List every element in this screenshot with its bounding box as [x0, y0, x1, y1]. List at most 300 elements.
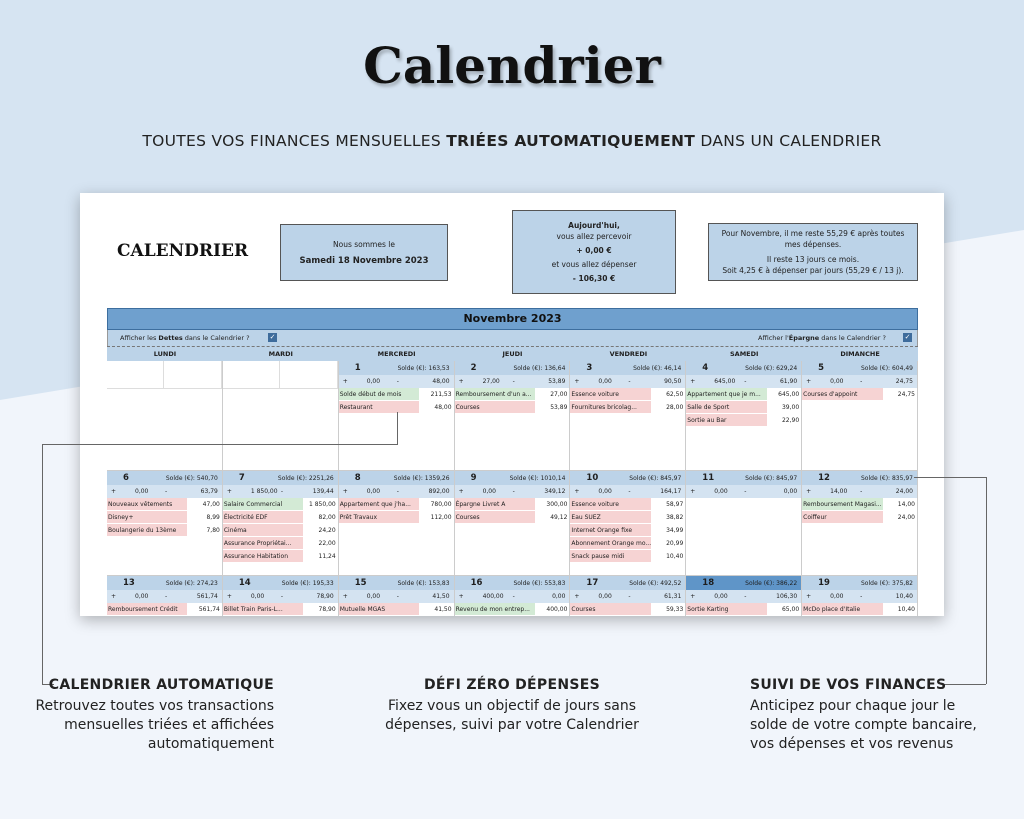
day-header — [455, 361, 570, 375]
minus-sign: - — [396, 378, 399, 385]
day-expense: 0,00 — [783, 488, 798, 495]
transaction-amount: 14,00 — [897, 501, 915, 508]
plus-sign: + — [574, 378, 580, 385]
minus-sign: - — [512, 378, 515, 385]
feature-text: Anticipez pour chaque jour le — [750, 698, 956, 714]
day-balance: Solde (€): 604,49 — [861, 365, 913, 372]
transaction-amount: 82,00 — [318, 514, 336, 521]
connector-line — [42, 444, 43, 684]
weekday-label: MERCREDI — [377, 350, 416, 358]
empty-day-cell — [223, 361, 339, 471]
plus-sign: + — [342, 378, 348, 385]
day-balance: Solde (€): 163,53 — [397, 365, 450, 372]
minus-sign: - — [860, 378, 863, 385]
transaction-amount: 41,50 — [434, 606, 452, 613]
day-income: 0,00 — [598, 488, 612, 495]
minus-sign: - — [396, 488, 399, 495]
transaction-amount: 27,00 — [550, 391, 568, 398]
day-totals — [223, 590, 338, 603]
day-header — [223, 576, 338, 590]
day-expense: 41,50 — [432, 593, 450, 600]
day-cell[interactable] — [686, 576, 802, 616]
day-cell[interactable] — [339, 471, 455, 576]
transaction-name: Essence voiture — [570, 388, 650, 401]
transaction-amount: 112,00 — [430, 514, 452, 521]
minus-sign: - — [744, 488, 747, 495]
plus-sign: + — [574, 488, 580, 495]
day-totals — [455, 375, 570, 388]
day-header — [802, 361, 917, 375]
minus-sign: - — [280, 593, 284, 600]
transaction-row — [223, 498, 338, 511]
weekday-label: JEUDI — [502, 350, 523, 358]
transaction-name: Salle de Sport — [686, 401, 766, 414]
transaction-amount: 53,89 — [550, 404, 568, 411]
day-income: 27,00 — [482, 378, 500, 385]
day-totals — [107, 590, 222, 603]
day-number: 8 — [354, 473, 361, 483]
transaction-name: Épargne Livret A — [455, 498, 535, 511]
weekday-label: DIMANCHE — [840, 350, 880, 358]
minus-sign: - — [628, 378, 631, 385]
day-number: 10 — [586, 473, 599, 483]
transaction-row — [223, 537, 338, 550]
minus-sign: - — [165, 488, 168, 495]
feature-title: SUIVI DE VOS FINANCES — [750, 677, 947, 693]
transaction-name: Remboursement Crédit — [107, 603, 187, 616]
minus-sign: - — [512, 488, 515, 495]
day-income: 0,00 — [366, 593, 381, 600]
spreadsheet-preview — [80, 193, 944, 616]
day-income: 0,00 — [135, 593, 149, 600]
day-totals — [686, 375, 801, 388]
connector-line — [42, 444, 398, 445]
transaction-amount: 78,90 — [318, 606, 336, 613]
calendar-week-1 — [107, 361, 918, 471]
transaction-row — [686, 414, 801, 427]
transaction-row — [570, 388, 685, 401]
day-expense: 24,75 — [895, 378, 913, 385]
plus-sign: + — [458, 593, 464, 600]
transaction-name: Assurance Habitation — [223, 550, 303, 563]
transaction-row — [107, 603, 222, 616]
day-expense: 61,31 — [664, 593, 682, 600]
plus-sign: + — [458, 488, 464, 495]
transaction-name: Boulangerie du 13ème — [107, 524, 187, 537]
day-header — [686, 361, 801, 375]
transaction-name: Eau SUEZ — [570, 511, 650, 524]
transaction-amount: 59,33 — [666, 606, 684, 613]
day-number: 19 — [818, 578, 830, 588]
plus-sign: + — [690, 378, 696, 385]
transaction-amount: 780,00 — [430, 501, 452, 508]
feature-text: Fixez vous un objectif de jours sans — [387, 698, 637, 714]
day-expense: 561,74 — [196, 593, 218, 600]
today-expense: - 106,30 € — [572, 274, 616, 283]
transaction-amount: 8,99 — [206, 514, 220, 521]
day-number: 14 — [238, 578, 251, 588]
day-number: 16 — [470, 578, 483, 588]
transaction-amount: 1 850,00 — [308, 501, 336, 508]
feature-auto-calendar — [24, 676, 274, 754]
plus-sign: + — [111, 593, 117, 600]
day-balance: Solde (€): 492,52 — [629, 580, 682, 587]
day-header — [339, 361, 454, 375]
day-income: 0,00 — [714, 488, 728, 495]
transaction-name: Salaire Commercial — [223, 498, 303, 511]
day-number: 15 — [354, 578, 367, 588]
day-balance: Solde (€): 835,97 — [861, 475, 913, 482]
transaction-name: Sortie au Bar — [686, 414, 766, 427]
day-cell[interactable] — [223, 471, 339, 576]
page-title: Calendrier — [363, 36, 661, 95]
transaction-row — [455, 498, 570, 511]
day-header — [686, 576, 801, 590]
day-totals — [802, 375, 917, 388]
day-income: 0,00 — [598, 593, 612, 600]
day-number: 6 — [123, 473, 129, 483]
weekday-label: VENDREDI — [609, 350, 648, 358]
day-cell[interactable] — [570, 576, 686, 616]
feature-text: mensuelles triées et affichées — [64, 717, 274, 733]
day-cell[interactable] — [107, 471, 223, 576]
day-income: 0,00 — [830, 378, 844, 385]
transaction-amount: 300,00 — [546, 501, 568, 508]
day-expense: 48,00 — [432, 378, 450, 385]
day-expense: 24,00 — [895, 488, 913, 495]
feature-finance-tracking — [750, 676, 1010, 754]
day-header — [570, 471, 685, 485]
transaction-amount: 24,75 — [897, 391, 915, 398]
feature-text: vos dépenses et vos revenus — [750, 736, 954, 752]
transaction-row — [570, 550, 685, 563]
transaction-amount: 20,99 — [666, 540, 684, 547]
plus-sign: + — [690, 488, 696, 495]
transaction-row — [223, 550, 338, 563]
connector-line — [397, 412, 398, 445]
calendar-grid — [107, 308, 918, 616]
transaction-amount: 49,12 — [550, 514, 568, 521]
transaction-row — [455, 388, 570, 401]
day-balance: Solde (€): 46,14 — [633, 365, 682, 372]
day-income: 0,00 — [830, 593, 844, 600]
day-cell[interactable] — [570, 361, 686, 471]
day-income: 400,00 — [482, 593, 504, 600]
day-header — [802, 471, 917, 485]
day-number: 4 — [702, 363, 709, 373]
day-income: 0,00 — [714, 593, 728, 600]
transaction-row — [223, 603, 338, 616]
day-income: 1 850,00 — [250, 488, 278, 495]
day-balance: Solde (€): 274,23 — [165, 580, 218, 587]
transaction-name: Fournitures bricolag... — [570, 401, 650, 414]
day-number: 2 — [470, 363, 477, 373]
transaction-name: Solde début de mois — [339, 388, 419, 401]
day-balance: Solde (€): 153,83 — [397, 580, 450, 587]
day-number: 5 — [818, 363, 825, 373]
transaction-amount: 22,00 — [318, 540, 336, 547]
transaction-amount: 58,97 — [666, 501, 684, 508]
plus-sign: + — [690, 593, 696, 600]
day-income: 0,00 — [482, 488, 496, 495]
day-totals — [339, 590, 454, 603]
day-balance: Solde (€): 136,64 — [513, 365, 566, 372]
day-balance: Solde (€): 1010,14 — [509, 475, 566, 482]
day-cell[interactable] — [455, 361, 571, 471]
day-header — [802, 576, 917, 590]
day-number: 1 — [354, 363, 361, 373]
plus-sign: + — [226, 593, 232, 600]
transaction-row — [223, 524, 338, 537]
transaction-amount: 24,20 — [318, 527, 336, 534]
savings-checkbox[interactable]: ✓ — [904, 333, 911, 341]
sheet-title: CALENDRIER — [117, 241, 249, 261]
day-expense: 10,40 — [895, 593, 913, 600]
day-income: 14,00 — [830, 488, 848, 495]
day-balance: Solde (€): 195,33 — [281, 580, 334, 587]
day-cell[interactable] — [570, 471, 686, 576]
day-header — [107, 576, 222, 590]
day-cell[interactable] — [107, 576, 223, 616]
minus-sign: - — [744, 378, 747, 385]
savings-toggle-label: Afficher l'Épargne dans le Calendrier ? — [758, 334, 886, 342]
plus-sign: + — [111, 488, 117, 495]
day-totals — [570, 590, 685, 603]
day-balance: Solde (€): 2251,26 — [277, 475, 334, 482]
transaction-row — [802, 388, 917, 401]
transaction-row — [570, 537, 685, 550]
transaction-row — [570, 603, 685, 616]
day-cell[interactable] — [802, 361, 918, 471]
transaction-amount: 48,00 — [434, 404, 452, 411]
date-label: Nous sommes le — [333, 239, 395, 249]
day-totals — [223, 485, 338, 498]
day-header — [339, 471, 454, 485]
feature-text: solde de votre compte bancaire, — [750, 717, 977, 733]
transaction-row — [455, 603, 570, 616]
transaction-name: Billet Train Paris-L... — [223, 603, 303, 616]
plus-sign: + — [574, 593, 580, 600]
day-header — [339, 576, 454, 590]
feature-text: Retrouvez toutes vos transactions — [35, 698, 274, 714]
day-header — [570, 576, 685, 590]
day-header — [455, 471, 570, 485]
remaining-days: Il reste 13 jours ce mois. — [766, 255, 860, 264]
transaction-row — [107, 498, 222, 511]
remaining-line1: Pour Novembre, il me reste 55,29 € après toutes — [721, 229, 905, 238]
day-cell[interactable] — [686, 471, 802, 576]
transaction-row — [107, 524, 222, 537]
plus-sign: + — [342, 488, 348, 495]
expense-label: et vous allez dépenser — [551, 260, 637, 269]
empty-day-cell — [107, 361, 223, 471]
transaction-name: Restaurant — [339, 401, 419, 414]
transaction-amount: 47,00 — [202, 501, 220, 508]
transaction-name: Courses d'appoint — [802, 388, 882, 401]
day-number: 13 — [123, 578, 135, 588]
transaction-name: Remboursement d'un a... — [455, 388, 535, 401]
day-totals — [455, 485, 570, 498]
day-number: 11 — [702, 473, 715, 483]
plus-sign: + — [806, 488, 812, 495]
day-totals — [339, 375, 454, 388]
transaction-row — [686, 603, 801, 616]
day-totals — [339, 485, 454, 498]
transaction-amount: 65,00 — [781, 606, 800, 613]
page-subtitle: TOUTES VOS FINANCES MENSUELLES TRIÉES AUTOMATIQUEMENT DANS UN CALENDRIER — [142, 132, 882, 150]
transaction-name: Abonnement Orange mo... — [570, 537, 650, 550]
day-header — [107, 471, 222, 485]
day-cell[interactable] — [455, 576, 571, 616]
day-totals — [686, 590, 801, 603]
day-totals — [107, 485, 222, 498]
minus-sign: - — [396, 593, 399, 600]
connector-line — [986, 477, 987, 684]
feature-text: dépenses, suivi par votre Calendrier — [385, 717, 639, 733]
day-balance: Solde (€): 375,82 — [861, 580, 913, 587]
transaction-amount: 62,50 — [666, 391, 684, 398]
minus-sign: - — [165, 593, 168, 600]
transaction-row — [339, 511, 454, 524]
day-totals — [802, 590, 917, 603]
calendar-options — [107, 330, 918, 346]
day-expense: 164,17 — [660, 488, 682, 495]
transaction-row — [570, 401, 685, 414]
calendar-week-2 — [107, 471, 918, 576]
transaction-name: Prêt Travaux — [339, 511, 419, 524]
transaction-amount: 24,00 — [897, 514, 915, 521]
transaction-row — [802, 511, 917, 524]
day-expense: 139,44 — [312, 488, 334, 495]
day-balance: Solde (€): 386,22 — [745, 580, 798, 587]
day-expense: 0,00 — [552, 593, 566, 600]
day-balance: Solde (€): 1359,26 — [393, 475, 450, 482]
day-expense: 892,00 — [428, 488, 450, 495]
feature-title: CALENDRIER AUTOMATIQUE — [48, 677, 274, 693]
date-value: Samedi 18 Novembre 2023 — [299, 255, 429, 266]
day-cell[interactable] — [339, 576, 455, 616]
transaction-amount: 561,74 — [198, 606, 220, 613]
transaction-name: Appartement que je m... — [686, 388, 766, 401]
transaction-name: Coiffeur — [802, 511, 882, 524]
day-income: 0,00 — [366, 378, 381, 385]
day-cell[interactable] — [455, 471, 571, 576]
transaction-name: Revenu de mon entrep... — [455, 603, 535, 616]
day-balance: Solde (€): 845,97 — [745, 475, 798, 482]
transaction-amount: 34,99 — [666, 527, 684, 534]
day-header — [686, 471, 801, 485]
transaction-amount: 38,82 — [666, 514, 684, 521]
day-number: 18 — [702, 578, 715, 588]
transaction-amount: 400,00 — [546, 606, 568, 613]
transaction-row — [107, 511, 222, 524]
day-expense: 106,30 — [776, 593, 798, 600]
transaction-amount: 7,80 — [206, 527, 220, 534]
transaction-name: Disney+ — [107, 511, 187, 524]
day-number: 12 — [818, 473, 830, 483]
day-expense: 53,89 — [548, 378, 566, 385]
day-cell[interactable] — [802, 471, 918, 576]
minus-sign: - — [280, 488, 284, 495]
day-cell[interactable] — [223, 576, 339, 616]
transaction-name: Internet Orange fixe — [570, 524, 650, 537]
day-number: 9 — [470, 473, 477, 483]
day-cell[interactable] — [802, 576, 918, 616]
minus-sign: - — [628, 488, 631, 495]
day-header — [570, 361, 685, 375]
day-balance: Solde (€): 540,70 — [165, 475, 218, 482]
transaction-amount: 28,00 — [666, 404, 684, 411]
transaction-row — [339, 388, 454, 401]
day-totals — [570, 375, 685, 388]
weekday-label: LUNDI — [153, 350, 177, 358]
transaction-row — [686, 388, 801, 401]
transaction-name: Sortie Karting — [686, 603, 766, 616]
feature-text: automatiquement — [147, 736, 274, 752]
transaction-row — [570, 511, 685, 524]
connector-line — [914, 477, 986, 478]
today-box — [512, 210, 676, 294]
transaction-amount: 11,24 — [318, 553, 336, 560]
remaining-box — [708, 223, 918, 281]
minus-sign: - — [512, 593, 515, 600]
day-cell[interactable] — [686, 361, 802, 471]
transaction-amount: 10,40 — [666, 553, 684, 560]
day-balance: Solde (€): 629,24 — [745, 365, 798, 372]
plus-sign: + — [458, 378, 464, 385]
transaction-name: Cinéma — [223, 524, 303, 537]
plus-sign: + — [806, 593, 812, 600]
plus-sign: + — [226, 488, 232, 495]
debts-checkbox[interactable]: ✓ — [269, 333, 276, 341]
weekday-label: SAMEDI — [729, 350, 759, 358]
transaction-name: Appartement que j'ha... — [339, 498, 419, 511]
remaining-per-day: Soit 4,25 € à dépenser par jours (55,29 € / 13 j). — [722, 266, 904, 275]
feature-title: DÉFI ZÉRO DÉPENSES — [424, 677, 600, 693]
day-totals — [455, 590, 570, 603]
day-expense: 78,90 — [316, 593, 334, 600]
day-header — [223, 471, 338, 485]
transaction-amount: 211,53 — [430, 391, 452, 398]
day-income: 0,00 — [598, 378, 612, 385]
plus-sign: + — [806, 378, 812, 385]
transaction-row — [455, 401, 570, 414]
transaction-row — [570, 524, 685, 537]
day-balance: Solde (€): 553,83 — [513, 580, 566, 587]
day-expense: 90,50 — [664, 378, 682, 385]
day-income: 645,00 — [714, 378, 736, 385]
month-header: Novembre 2023 — [107, 308, 918, 330]
day-totals — [802, 485, 917, 498]
transaction-name: Électricité EDF — [223, 511, 303, 524]
transaction-name: Assurance Propriétai... — [223, 537, 303, 550]
transaction-name: Snack pause midi — [570, 550, 650, 563]
transaction-name: Nouveaux vêtements — [107, 498, 187, 511]
transaction-row — [802, 498, 917, 511]
transaction-name: Courses — [455, 511, 535, 524]
day-number: 3 — [586, 363, 593, 373]
day-income: 0,00 — [366, 488, 381, 495]
day-expense: 63,79 — [200, 488, 218, 495]
weekday-label: MARDI — [268, 350, 293, 358]
date-box — [280, 224, 448, 281]
day-number: 7 — [238, 473, 245, 483]
transaction-row — [570, 498, 685, 511]
minus-sign: - — [628, 593, 631, 600]
transaction-row — [802, 603, 917, 616]
transaction-name: Essence voiture — [570, 498, 650, 511]
minus-sign: - — [744, 593, 747, 600]
